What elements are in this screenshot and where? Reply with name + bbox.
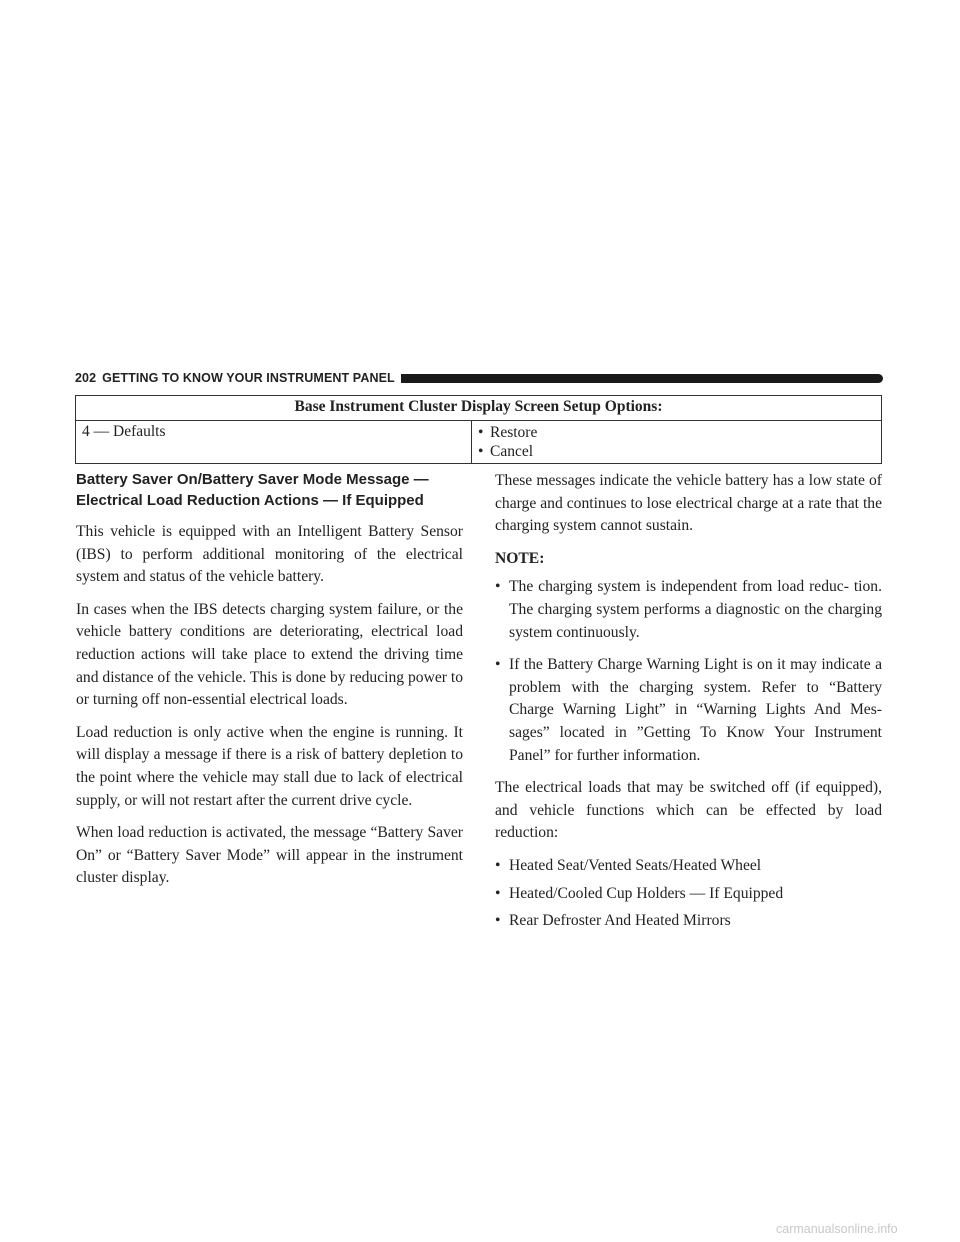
list-item	[478, 442, 875, 461]
table-heading: Base Instrument Cluster Display Screen Setup Options:	[76, 396, 882, 421]
page-header	[75, 370, 883, 386]
table-row-options	[472, 421, 882, 464]
list-item	[495, 654, 882, 767]
header-rule	[401, 374, 883, 383]
note-list	[495, 576, 882, 767]
list-item	[495, 883, 882, 906]
section-title: GETTING TO KNOW YOUR INSTRUMENT PANEL	[102, 371, 395, 385]
paragraph: When load reduction is activated, the message “Battery Saver On” or “Battery Saver Mode” will appear in the instrument cluster display.	[76, 824, 463, 887]
option-cancel: Cancel	[490, 443, 534, 460]
paragraph: In cases when the IBS detects charging system failure, or the vehicle battery conditions are deteriorating, electrical load reduction actions will take place to extend the driving time and distance of the vehicle. This is done by reducing power to or turning off non-essential electrical loads.	[76, 600, 463, 709]
note-text: The charging system is independent from load reduc- tion. The charging system performs a diagnostic on the charging system continuously.	[509, 578, 882, 641]
bullet-icon: •	[495, 884, 501, 902]
load-item: Rear Defroster And Heated Mirrors	[509, 912, 731, 930]
left-column	[76, 470, 463, 900]
list-item	[495, 910, 882, 933]
list-item	[495, 576, 882, 644]
note-text: If the Battery Charge Warning Light is on it may indicate a problem with the charging system. Refer to “Battery Charge Warning Light” in “Warning Lights And Mes- sages” located in ”Getting To Know Your Instrument Panel” for further information.	[509, 656, 882, 764]
paragraph: Load reduction is only active when the engine is running. It will display a message if there is a risk of battery depletion to the point where the vehicle may stall due to lack of electrical supply, or will not restart after the current drive cycle.	[76, 723, 463, 809]
page-number: 202	[75, 371, 97, 385]
paragraph: The electrical loads that may be switched off (if equipped), and vehicle functions which can be effected by load reduction:	[495, 779, 882, 842]
setup-options-table	[75, 395, 882, 464]
bullet-icon: •	[495, 578, 501, 596]
table-row-label: 4 — Defaults	[76, 421, 472, 464]
watermark-text: carmanualsonline.info	[776, 1222, 898, 1236]
load-item: Heated Seat/Vented Seats/Heated Wheel	[509, 856, 762, 874]
bullet-icon: •	[495, 912, 501, 930]
paragraph: These messages indicate the vehicle battery has a low state of charge and continues to lose electrical charge at a rate that the charging system cannot sustain.	[495, 472, 882, 535]
note-label: NOTE:	[495, 549, 545, 567]
bullet-icon: •	[495, 656, 501, 674]
table-row	[76, 421, 882, 464]
option-restore: Restore	[490, 424, 538, 441]
bullet-icon: •	[478, 443, 484, 460]
bullet-icon: •	[495, 856, 501, 874]
right-column	[495, 470, 882, 943]
page-header-text	[75, 371, 395, 385]
bullet-icon: •	[478, 424, 484, 441]
load-item: Heated/Cooled Cup Holders — If Equipped	[509, 884, 784, 902]
list-item	[495, 855, 882, 878]
section-heading: Battery Saver On/Battery Saver Mode Message — Electrical Load Reduction Actions — If Equipped	[76, 471, 429, 509]
list-item	[478, 423, 875, 442]
loads-list	[495, 855, 882, 933]
paragraph: This vehicle is equipped with an Intelligent Battery Sensor (IBS) to perform additional monitoring of the electrical system and status of the vehicle battery.	[76, 523, 463, 586]
